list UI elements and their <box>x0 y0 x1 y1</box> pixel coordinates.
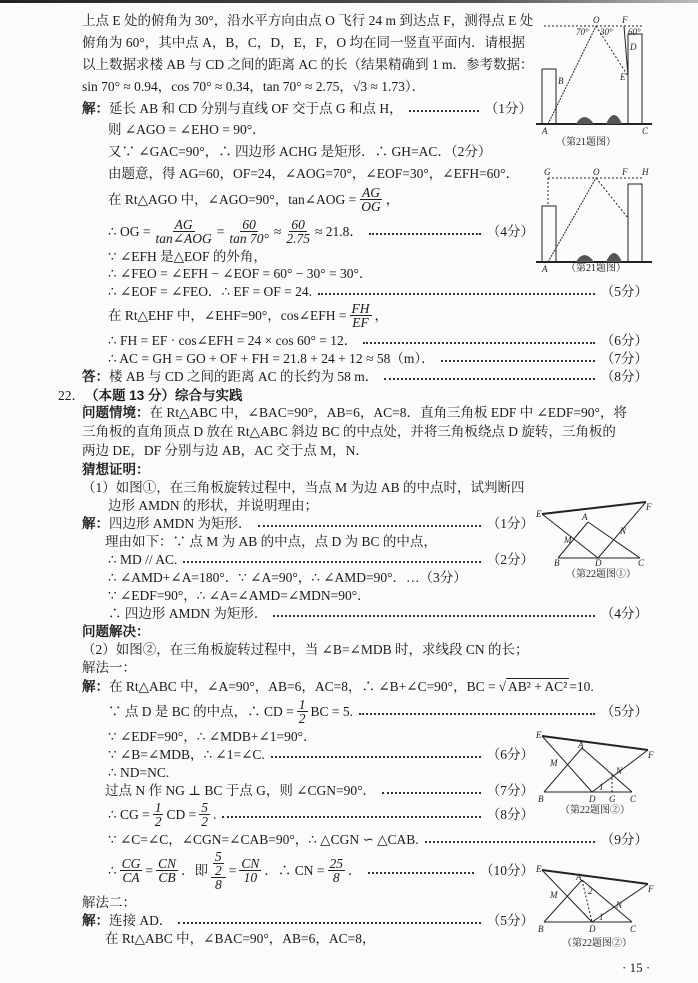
text: . <box>212 807 217 822</box>
point-label: D <box>589 924 596 934</box>
point-label: D <box>595 558 602 568</box>
text-line: 两边 DE，DF 分别与边 AB，AC 交于点 M，N． <box>82 443 369 458</box>
denominator: 8 <box>215 877 222 892</box>
text: 延长 AB 和 CD 分别与直线 OF 交于点 G 和点 H， <box>109 101 403 116</box>
fraction <box>227 218 271 245</box>
point-label: G <box>544 167 551 177</box>
fraction <box>359 186 383 213</box>
score: （4分） <box>600 606 648 621</box>
dot-leader <box>363 342 594 344</box>
point-label: A <box>542 264 548 274</box>
text: =10. <box>569 678 594 694</box>
formula-line <box>108 698 648 725</box>
formula-line <box>108 186 399 213</box>
text: 楼 AB 与 CD 之间的距离 AC 的长约为 58 m． <box>109 369 379 384</box>
point-label: O <box>593 167 600 177</box>
numerator: AG <box>362 185 380 200</box>
method-label: 解法二： <box>82 895 136 910</box>
answer-line <box>82 369 648 384</box>
text-line: ∵ ∠EDF=90°，∴ ∠A=∠AMD=∠MDN=90°． <box>108 588 371 603</box>
text-line: ∵ ∠EFH 是△EOF 的外角， <box>108 249 267 264</box>
figure-22-1 <box>536 500 652 566</box>
figure-21b <box>536 166 652 274</box>
denominator: 2 <box>215 863 222 878</box>
problem-title: （本题 13 分）综合与实践 <box>85 388 243 403</box>
score: （5分） <box>600 704 648 719</box>
score: （5分） <box>600 284 648 299</box>
angle-label: 2 <box>588 886 593 896</box>
numerator: CN <box>157 856 176 871</box>
method-label: 解法一： <box>82 660 136 675</box>
text: ∴ <box>108 863 117 878</box>
dot-leader <box>178 922 480 924</box>
point-label: B <box>558 76 564 86</box>
point-label: N <box>620 526 627 536</box>
dot-leader <box>183 561 480 563</box>
denominator: EF <box>352 315 369 330</box>
point-label: F <box>648 750 654 760</box>
text: 连接 AD． <box>109 913 173 928</box>
figure-caption: （第22题图①） <box>566 569 636 580</box>
solution-label: 解： <box>82 101 109 116</box>
point-label: N <box>616 766 623 776</box>
point-label: O <box>593 15 600 25</box>
point-label: M <box>550 758 558 768</box>
text-line: ∵ ∠EDF=90°，∴ ∠MDB+∠1=90°． <box>108 729 317 744</box>
numerator <box>211 850 226 878</box>
answer-label: 答： <box>82 369 109 384</box>
point-label: M <box>550 890 558 900</box>
formula-line <box>108 302 388 329</box>
denominator: tan∠AOG <box>155 231 212 246</box>
text: ∴ MD // AC. <box>108 552 178 567</box>
text-line: 在 Rt△ABC 中，∠BAC=90°，AB=6，AC=8， <box>105 931 376 946</box>
text-line: 则 ∠AGO = ∠EHO = 90°． <box>108 122 266 137</box>
point-label: E <box>536 730 542 740</box>
point-label: F <box>622 15 628 25</box>
text: ．即 <box>181 863 208 878</box>
denominator: 2.75 <box>286 231 310 246</box>
text: ， <box>385 192 400 207</box>
figure-22-2a <box>536 732 652 802</box>
text: ∴ AC = GH = GO + OF + FH = 21.8 + 24 + 12 ≈ 58（m）． <box>108 351 435 366</box>
point-label: N <box>616 900 623 910</box>
text: ∴ FH = EF · cos∠EFH = 24 × cos 60° = 12． <box>108 333 358 348</box>
point-label: M <box>564 535 572 545</box>
denominator: 2 <box>298 711 306 726</box>
text-line: （1）如图①，在三角板旋转过程中，当点 M 为边 AB 的中点时，试判断四 <box>82 480 525 495</box>
point-label: E <box>536 509 542 519</box>
denominator: 2 <box>201 814 208 829</box>
fraction <box>199 801 210 828</box>
score: （4分） <box>486 224 534 239</box>
formula-line <box>108 801 534 828</box>
dot-leader <box>258 525 481 527</box>
compound-fraction <box>211 850 226 891</box>
point-label: A <box>576 872 582 882</box>
dot-leader <box>359 713 595 715</box>
fraction <box>156 857 178 884</box>
point-label: C <box>630 924 637 934</box>
point-label: C <box>642 126 649 136</box>
fraction <box>297 698 308 725</box>
score: （7分） <box>600 351 648 366</box>
text-line: 上点 E 处的俯角为 30°，沿水平方向由点 O 飞行 24 m 到达点 F，测得点 E 处 <box>82 13 534 28</box>
figure-22-2b <box>536 866 652 934</box>
point-label: B <box>538 924 544 934</box>
score: （6分） <box>600 333 648 348</box>
point-label: G <box>609 794 616 804</box>
numerator: AG <box>174 217 193 232</box>
point-label: C <box>638 558 645 568</box>
numerator: 5 <box>215 849 222 864</box>
text: = <box>228 863 237 878</box>
dot-leader <box>441 360 595 362</box>
score: （1分） <box>486 516 534 531</box>
score: （1分） <box>484 101 532 116</box>
fraction <box>153 218 213 245</box>
solution-line <box>82 101 532 116</box>
score: （10分） <box>480 863 534 878</box>
text: CD = <box>166 807 197 822</box>
solution-line <box>82 678 594 694</box>
point-label: F <box>646 502 652 512</box>
fraction <box>284 218 312 245</box>
text-line: sin 70° ≈ 0.94，cos 70° ≈ 0.34，tan 70° ≈ 2.75，√3 ≈ 1.73）． <box>82 79 426 94</box>
fraction <box>328 857 346 884</box>
fraction <box>120 857 143 884</box>
section-label: 猜想证明： <box>82 462 150 477</box>
solution-line <box>82 516 534 531</box>
numerator: CG <box>121 856 141 871</box>
point-label: A <box>542 126 548 136</box>
point-label: A <box>582 512 588 522</box>
angle-label: 60° <box>628 27 641 37</box>
solution-line <box>108 747 534 762</box>
text: = <box>145 863 153 878</box>
score: （7分） <box>486 783 534 798</box>
text: ．∴ CN = <box>264 863 325 878</box>
section-label: 问题情境： <box>82 405 150 420</box>
denominator: 8 <box>332 870 340 885</box>
formula-line <box>108 850 534 891</box>
text: BC = 5. <box>310 704 353 719</box>
inner-fraction <box>213 850 224 877</box>
solution-label: 解： <box>82 678 109 694</box>
solution-line <box>82 913 534 928</box>
solution-label: 解： <box>82 913 109 928</box>
text: 四边形 AMDN 为矩形． <box>109 516 252 531</box>
score: （2分） <box>486 552 534 567</box>
fraction <box>239 857 261 884</box>
score: （8分） <box>600 369 648 384</box>
dot-leader <box>425 841 595 843</box>
text-line: 边形 AMDN 的形状，并说明理由； <box>108 498 319 513</box>
text-line: 俯角为 60°，其中点 A，B，C，D，E，F，O 均在同一竖直平面内．请根据 <box>82 35 526 50</box>
dot-leader <box>382 792 481 794</box>
text: 在 Rt△ABC 中，∠A=90°，AB=6，AC=8，∴ ∠B+∠C=90°，BC = <box>109 678 496 694</box>
text: 在 Rt△EHF 中，∠EHF=90°，cos∠EFH = <box>108 308 347 323</box>
numerator: CN <box>241 856 260 871</box>
numerator: 5 <box>201 800 208 815</box>
score: （9分） <box>600 832 648 847</box>
text-line: 理由如下：∵ 点 M 为 AB 的中点，点 D 为 BC 的中点， <box>105 534 437 549</box>
dot-leader <box>271 756 481 758</box>
dot-leader <box>368 872 474 874</box>
point-label: D <box>589 794 596 804</box>
text: ． <box>348 863 362 878</box>
figure-caption: （第21题图） <box>566 263 626 274</box>
sqrt-expression: AB² + AC² <box>508 679 568 694</box>
text-line: ∴ ND=NC. <box>108 765 170 780</box>
score: （5分） <box>486 913 534 928</box>
denominator: CB <box>158 870 176 885</box>
point-label: C <box>630 794 637 804</box>
text: ∴ 四边形 AMDN 为矩形． <box>108 606 268 621</box>
solution-line <box>108 832 648 847</box>
dot-leader <box>222 816 480 818</box>
text: ≈ <box>273 224 282 239</box>
denominator: OG <box>361 199 381 214</box>
text: ∵ ∠C=∠C，∠CGN=∠CAB=90°，∴ △CGN ∽ △CAB. <box>108 832 419 847</box>
fraction <box>153 801 164 828</box>
text: 在 Rt△AGO 中，∠AGO=90°，tan∠AOG = <box>108 192 357 207</box>
point-label: F <box>622 167 628 177</box>
point-label: F <box>648 884 654 894</box>
solution-line <box>105 783 534 798</box>
numerator: 1 <box>298 697 306 712</box>
text-line: ∴ ∠AMD+∠A=180°．∵ ∠A=90°，∴ ∠AMD=90°．…（3分） <box>108 570 467 585</box>
figure-caption: （第22题图②） <box>560 805 630 816</box>
text: ∵ 点 D 是 BC 的中点，∴ CD = <box>108 704 294 719</box>
point-label: E <box>620 72 626 82</box>
dot-leader <box>409 110 479 112</box>
dot-leader <box>318 293 595 295</box>
numerator: 60 <box>242 217 256 232</box>
angle-label: 1 <box>599 782 604 792</box>
denominator: 2 <box>154 814 162 829</box>
fraction <box>350 302 372 329</box>
figure-21a <box>536 14 652 134</box>
solution-line <box>108 552 534 567</box>
scan-edge <box>0 0 698 3</box>
solution-label: 解： <box>82 516 109 531</box>
problem-header <box>58 388 243 403</box>
text: ， <box>374 308 389 323</box>
text: ∴ ∠EOF = ∠FEO．∴ EF = OF = 24. <box>108 284 313 299</box>
score: （8分） <box>486 807 534 822</box>
denominator: CA <box>122 870 140 885</box>
text: 过点 N 作 NG ⊥ BC 于点 G，则 ∠CGN=90°． <box>105 783 377 798</box>
point-label: B <box>554 558 560 568</box>
angle-label: 1 <box>599 912 604 922</box>
denominator: tan 70° <box>229 231 269 246</box>
sqrt-sign: √ <box>498 678 507 694</box>
denominator: 10 <box>243 870 258 885</box>
text: ∵ ∠B=∠MDB，∴ ∠1=∠C. <box>108 747 265 762</box>
dot-leader <box>273 615 594 617</box>
text-line: ∴ ∠FEO = ∠EFH − ∠EOF = 60° − 30° = 30°． <box>108 266 373 281</box>
numerator: 25 <box>329 856 344 871</box>
text-line: 以上数据求楼 AB 与 CD 之间的距离 AC 的长（结果精确到 1 m．参考数据： <box>82 57 534 72</box>
numerator: 60 <box>291 217 305 232</box>
text-line: （2）如图②，在三角板旋转过程中，当 ∠B=∠MDB 时，求线段 CN 的长； <box>82 642 529 657</box>
text: 在 Rt△ABC 中，∠BAC=90°，AB=6，AC=8．直角三角板 EDF 中 ∠EDF=90°，将 <box>149 405 627 420</box>
angle-label: 30° <box>600 27 613 37</box>
page-number: · 15 · <box>622 960 651 975</box>
text: ∴ CG = <box>108 807 150 822</box>
point-label: D <box>630 42 637 52</box>
text: ∴ OG = <box>108 224 151 239</box>
solution-line <box>108 351 648 366</box>
text-line: 由题意，得 AG=60，OF=24，∠AOG=70°，∠EOF=30°，∠EFH=60°． <box>108 166 520 181</box>
dot-leader <box>369 233 481 235</box>
problem-number: 22． <box>58 388 85 403</box>
figure-caption: （第21题图） <box>556 137 616 148</box>
text: = <box>216 224 225 239</box>
text-line <box>82 405 627 420</box>
text-line: 三角板的直角顶点 D 放在 Rt△ABC 斜边 BC 的中点处，并将三角板绕点 D 旋转，三角板的 <box>82 424 616 439</box>
text: ≈ 21.8． <box>314 224 363 239</box>
point-label: H <box>642 167 649 177</box>
numerator: 1 <box>154 800 162 815</box>
solution-line <box>108 606 648 621</box>
angle-label: 70° <box>576 27 589 37</box>
solution-line <box>108 333 648 348</box>
point-label: B <box>538 794 544 804</box>
score: （6分） <box>486 747 534 762</box>
dot-leader <box>384 378 594 380</box>
figure-caption: （第22题图②） <box>562 938 632 949</box>
numerator: FH <box>351 301 370 316</box>
point-label: E <box>536 864 542 874</box>
solution-line <box>108 284 648 299</box>
text-line: 又∵ ∠GAC=90°，∴ 四边形 ACHG 是矩形．∴ GH=AC．（2分） <box>108 144 492 159</box>
formula-line <box>108 218 534 245</box>
section-label: 问题解决： <box>82 624 150 639</box>
point-label: A <box>578 740 584 750</box>
